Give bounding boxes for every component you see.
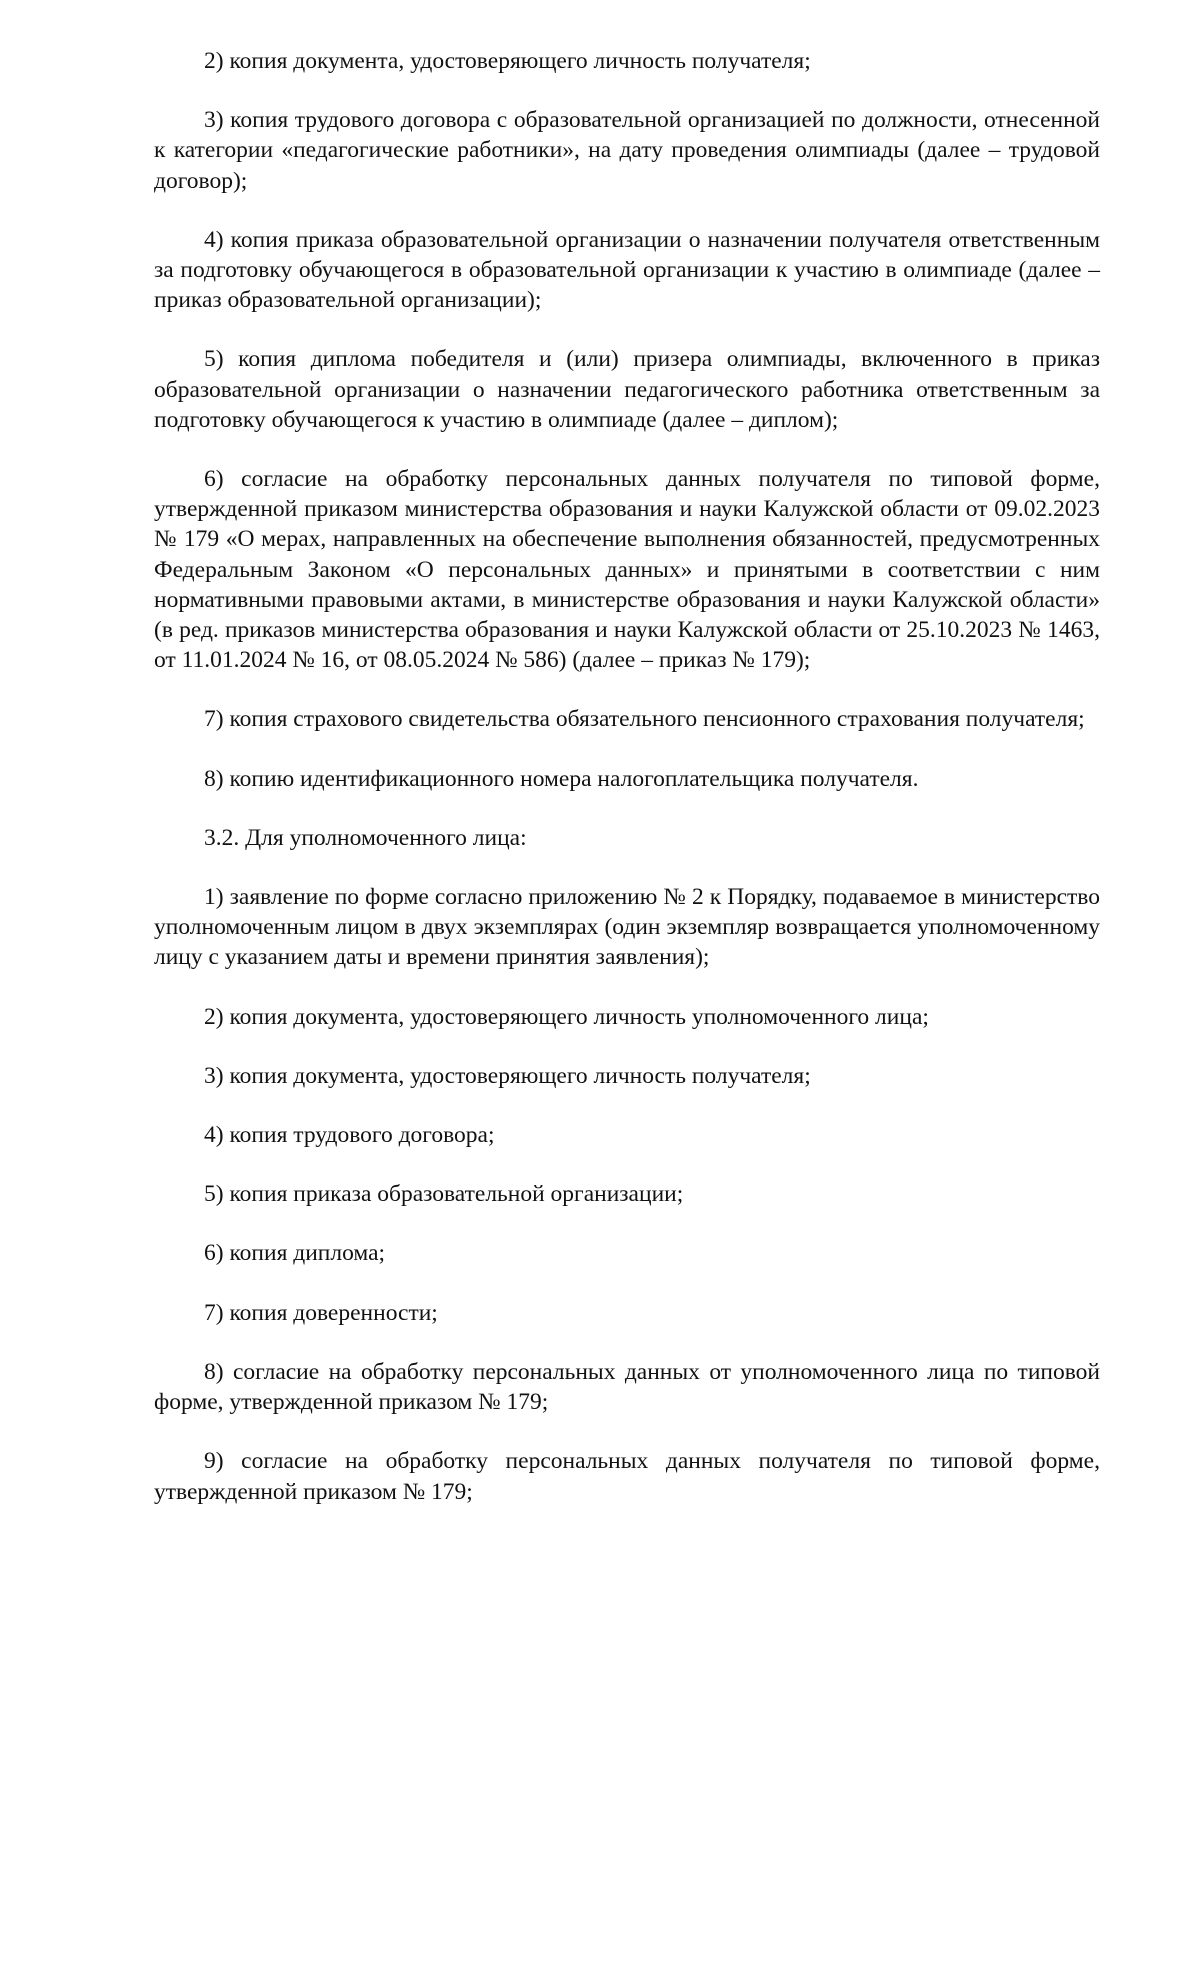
paragraph-authorized-consent: 8) согласие на обработку персональных данных от уполномоченного лица по типовой форме, утвержденной приказом № 179; xyxy=(154,1358,1100,1416)
paragraph-organization-order: 4) копия приказа образовательной организации о назначении получателя ответственным за подготовку обучающегося в образовательной организации к участию в олимпиаде (далее – приказ образовательной организации); xyxy=(154,226,1100,314)
paragraph-recipient-id: 3) копия документа, удостоверяющего личность получателя; xyxy=(204,1062,811,1089)
paragraph-application-form: 1) заявление по форме согласно приложению № 2 к Порядку, подаваемое в министерство уполномоченным лицом в двух экземплярах (один экземпляр возвращается уполномоченному лицу с указанием даты и времени принятия заявления); xyxy=(154,884,1100,971)
paragraph-personal-data-consent: 6) согласие на обработку персональных данных получателя по типовой форме, утвержденной приказом министерства образования и науки Калужской области от 09.02.2023 № 179 «О мерах, направленных на обеспечение выполнения обязанностей, предусмотренных Федеральным Законом «О персональных данных» и принятыми в соответствии с ним нормативными правовыми актами, в министерстве образования и науки Калужской области» (в ред. приказов министерства образования и науки Калужской области от 25.10.2023 № 1463, от 11.01.2024 № 16, от 08.05.2024 № 586) (далее – приказ № 179); xyxy=(154,466,1100,674)
paragraph-contract-copy: 4) копия трудового договора; xyxy=(204,1122,495,1149)
paragraph-recipient-consent: 9) согласие на обработку персональных данных получателя по типовой форме, утвержденной приказом № 179; xyxy=(154,1448,1100,1505)
paragraph-employment-contract: 3) копия трудового договора с образовательной организацией по должности, отнесенной к категории «педагогические работники», на дату проведения олимпиады (далее – трудовой договор); xyxy=(154,107,1100,194)
paragraph-tax-id: 8) копию идентификационного номера налогоплательщика получателя. xyxy=(204,765,919,792)
paragraph-recipient-id-copy: 2) копия документа, удостоверяющего личность получателя; xyxy=(204,48,811,74)
paragraph-order-copy: 5) копия приказа образовательной организации; xyxy=(204,1181,684,1208)
section-heading-authorized-person: 3.2. Для уполномоченного лица: xyxy=(204,824,527,851)
paragraph-diploma-copy: 5) копия диплома победителя и (или) призера олимпиады, включенного в приказ образовательной организации о назначении педагогического работника ответственным за подготовку обучающегося к участию в олимпиаде (далее – диплом); xyxy=(154,346,1100,433)
paragraph-diploma: 6) копия диплома; xyxy=(204,1240,386,1267)
paragraph-authorized-person-id: 2) копия документа, удостоверяющего личность уполномоченного лица; xyxy=(204,1003,929,1030)
paragraph-pension-insurance: 7) копия страхового свидетельства обязательного пенсионного страхования получателя; xyxy=(204,706,1085,733)
paragraph-power-of-attorney: 7) копия доверенности; xyxy=(204,1299,438,1326)
document-body xyxy=(154,46,1100,1507)
